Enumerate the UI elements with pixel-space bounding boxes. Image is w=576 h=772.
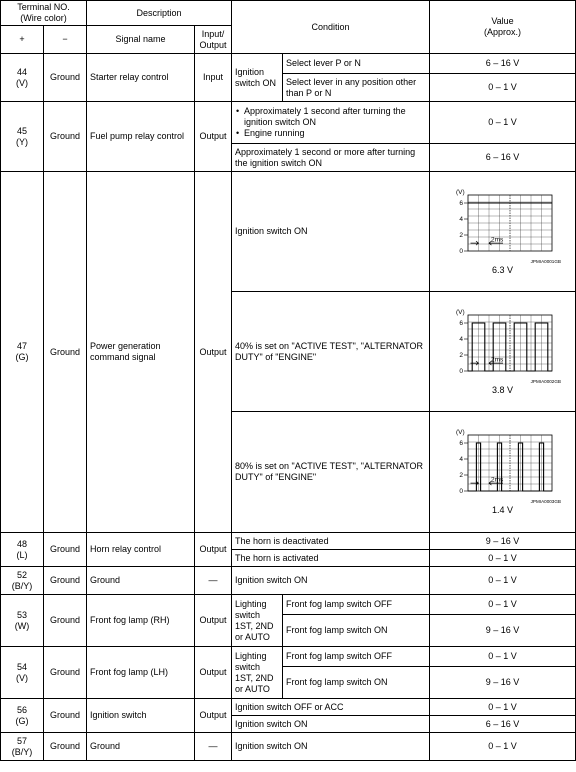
signal-name-cell: Ground	[87, 733, 195, 761]
condition-cell: 40% is set on "ACTIVE TEST", "ALTERNATOR DUTY" of "ENGINE"	[232, 292, 430, 412]
terminal-cell: 56 (G)	[1, 699, 44, 733]
condition-cell: Ignition switch ON	[232, 172, 430, 292]
figure-id-label: JPMIA0002GB	[530, 378, 561, 384]
value-cell: 9 – 16 V	[430, 615, 576, 647]
condition-header: Condition	[232, 1, 430, 54]
value-label: 6.3 V	[492, 264, 514, 275]
value-cell: 6 – 16 V	[430, 716, 576, 733]
io-cell: —	[195, 567, 232, 595]
y-unit-label: (V)	[455, 308, 465, 316]
condition-cell: Ignition switch OFF or ACC	[232, 699, 430, 716]
signal-name-cell: Horn relay control	[87, 533, 195, 567]
value-cell: 0 – 1 V	[430, 733, 576, 761]
condition-cell: Approximately 1 second or more after turning the ignition switch ON	[232, 144, 430, 172]
y-tick-label: 4	[458, 335, 463, 343]
terminal-cell: 57 (B/Y)	[1, 733, 44, 761]
input-output-header: Input/ Output	[195, 26, 232, 54]
io-cell: Output	[195, 172, 232, 533]
condition-cell: Front fog lamp switch ON	[283, 667, 430, 699]
terminal-cell: 48 (L)	[1, 533, 44, 567]
value-cell: 0 – 1 V	[430, 567, 576, 595]
y-tick-label: 2	[458, 472, 463, 480]
io-cell: Output	[195, 102, 232, 172]
ground-cell: Ground	[44, 699, 87, 733]
y-tick-label: 0	[458, 247, 463, 255]
time-scale-label: 2ms	[490, 476, 503, 484]
value-cell	[430, 292, 576, 412]
condition-cell: Front fog lamp switch OFF	[283, 595, 430, 615]
condition-group-cell: Lighting switch 1ST, 2ND or AUTO	[232, 595, 283, 647]
io-cell: Output	[195, 595, 232, 647]
io-cell: Output	[195, 699, 232, 733]
condition-cell: Ignition switch ON	[232, 716, 430, 733]
condition-cell: Ignition switch ON	[232, 567, 430, 595]
signal-name-cell: Front fog lamp (RH)	[87, 595, 195, 647]
terminal-cell: 53 (W)	[1, 595, 44, 647]
y-tick-label: 6	[458, 319, 463, 327]
terminal-cell: 45 (Y)	[1, 102, 44, 172]
table-row	[1, 733, 576, 761]
value-cell	[430, 172, 576, 292]
time-scale-label: 2ms	[490, 236, 503, 244]
value-cell: 6 – 16 V	[430, 144, 576, 172]
y-tick-label: 2	[458, 351, 463, 359]
signal-name-cell: Power generation command signal	[87, 172, 195, 533]
condition-group-cell: Lighting switch 1ST, 2ND or AUTO	[232, 647, 283, 699]
signal-name-header: Signal name	[87, 26, 195, 54]
value-cell: 9 – 16 V	[430, 667, 576, 699]
y-tick-label: 4	[458, 215, 463, 223]
value-cell	[430, 412, 576, 533]
table-row	[1, 647, 576, 667]
value-label: 3.8 V	[492, 384, 514, 395]
condition-cell: The horn is activated	[232, 550, 430, 567]
ground-cell: Ground	[44, 647, 87, 699]
condition-cell: Front fog lamp switch ON	[283, 615, 430, 647]
y-tick-label: 2	[458, 231, 463, 239]
ground-cell: Ground	[44, 595, 87, 647]
table-row	[1, 699, 576, 716]
condition-cell: 80% is set on "ACTIVE TEST", "ALTERNATOR DUTY" of "ENGINE"	[232, 412, 430, 533]
value-cell: 0 – 1 V	[430, 550, 576, 567]
value-cell: 0 – 1 V	[430, 699, 576, 716]
table-row	[1, 54, 576, 74]
oscilloscope-chart	[444, 188, 562, 264]
y-unit-label: (V)	[455, 429, 465, 436]
ground-cell: Ground	[44, 533, 87, 567]
condition-cell: Ignition switch ON	[232, 733, 430, 761]
table-row	[1, 102, 576, 144]
terminal-cell: 44 (V)	[1, 54, 44, 102]
condition-group-cell: Ignition switch ON	[232, 54, 283, 102]
signal-name-cell: Starter relay control	[87, 54, 195, 102]
minus-header: −	[44, 26, 87, 54]
condition-bullet: • Approximately 1 second after turning the ignition switch ON	[235, 106, 426, 128]
value-cell: 0 – 1 V	[430, 595, 576, 615]
terminal-cell: 47 (G)	[1, 172, 44, 533]
oscilloscope-chart	[444, 428, 562, 504]
table-row	[1, 595, 576, 615]
signal-name-cell: Ignition switch	[87, 699, 195, 733]
table-row	[1, 172, 576, 292]
y-tick-label: 4	[458, 456, 463, 464]
value-cell: 0 – 1 V	[430, 647, 576, 667]
io-cell: Input	[195, 54, 232, 102]
table-row	[1, 567, 576, 595]
y-tick-label: 0	[458, 367, 463, 375]
value-label: 1.4 V	[492, 505, 514, 515]
value-cell: 9 – 16 V	[430, 533, 576, 550]
io-cell: —	[195, 733, 232, 761]
condition-cell: Select lever P or N	[283, 54, 430, 74]
y-tick-label: 6	[458, 199, 463, 207]
condition-bullet: • Engine running	[235, 128, 426, 139]
terminal-cell: 54 (V)	[1, 647, 44, 699]
y-tick-label: 6	[458, 440, 463, 448]
signal-name-cell: Ground	[87, 567, 195, 595]
oscilloscope-chart	[444, 308, 562, 384]
y-unit-label: (V)	[455, 188, 465, 196]
time-scale-label: 2ms	[490, 356, 503, 364]
figure-id-label: JPMIA0003GB	[530, 499, 561, 504]
condition-cell: The horn is deactivated	[232, 533, 430, 550]
ground-cell: Ground	[44, 54, 87, 102]
figure-id-label: JPMIA0001GB	[530, 258, 561, 264]
io-cell: Output	[195, 533, 232, 567]
description-header: Description	[87, 1, 232, 26]
io-cell: Output	[195, 647, 232, 699]
signal-name-cell: Front fog lamp (LH)	[87, 647, 195, 699]
ground-cell: Ground	[44, 733, 87, 761]
signal-name-cell: Fuel pump relay control	[87, 102, 195, 172]
terminal-no-header: Terminal NO. (Wire color)	[1, 1, 87, 26]
value-cell: 0 – 1 V	[430, 102, 576, 144]
condition-cell: Front fog lamp switch OFF	[283, 647, 430, 667]
table-row	[1, 533, 576, 550]
condition-cell	[232, 102, 430, 144]
condition-cell: Select lever in any position other than P or N	[283, 74, 430, 102]
value-header: Value (Approx.)	[430, 1, 576, 54]
ground-cell: Ground	[44, 102, 87, 172]
y-tick-label: 0	[458, 488, 463, 496]
value-cell: 6 – 16 V	[430, 54, 576, 74]
plus-header: +	[1, 26, 44, 54]
terminal-cell: 52 (B/Y)	[1, 567, 44, 595]
ground-cell: Ground	[44, 567, 87, 595]
ground-cell: Ground	[44, 172, 87, 533]
value-cell: 0 – 1 V	[430, 74, 576, 102]
